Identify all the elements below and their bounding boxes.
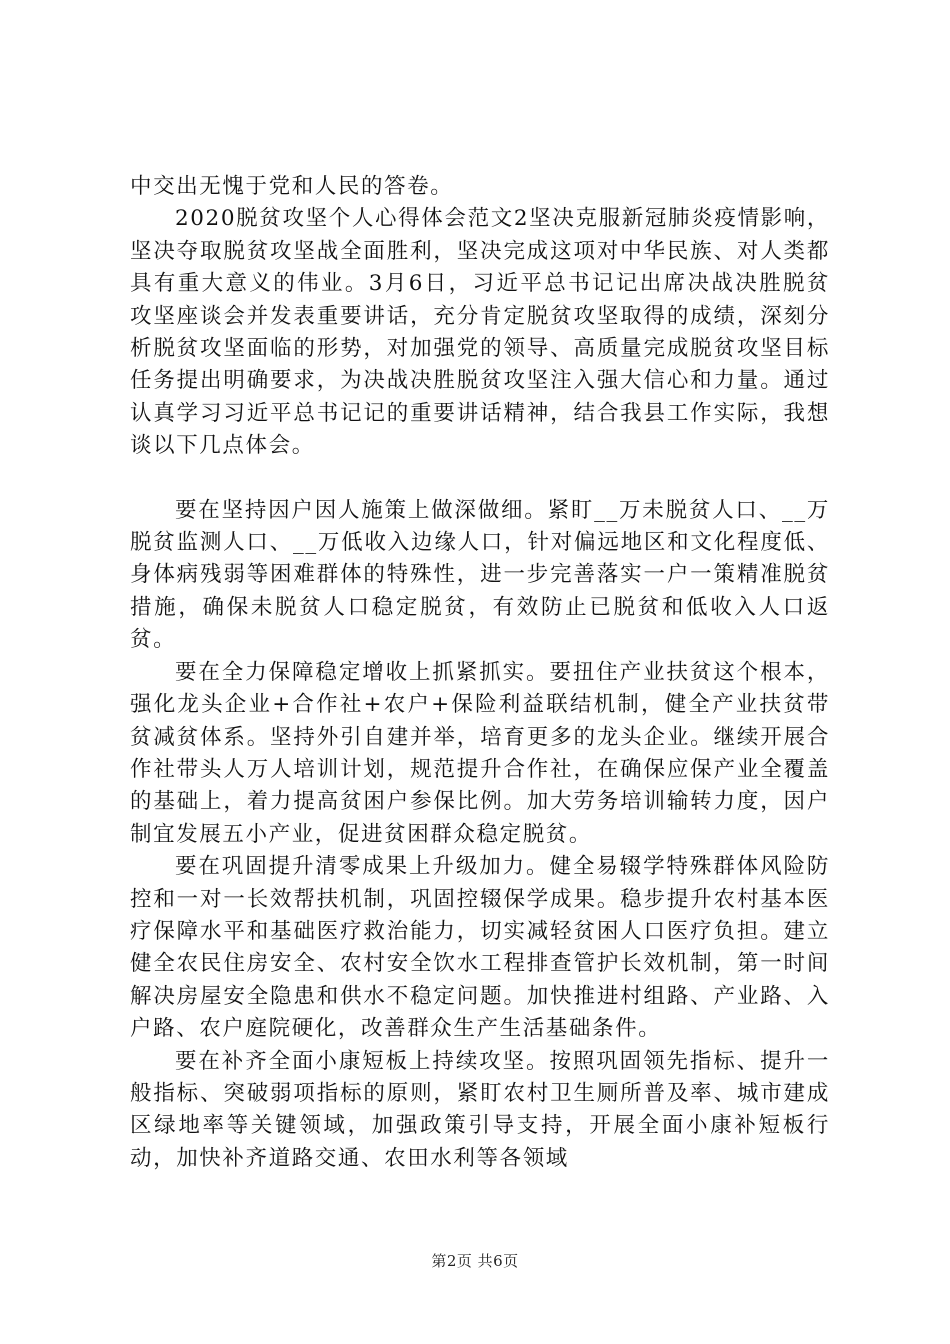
paragraph-point-4: 要在补齐全面小康短板上持续攻坚。按照巩固领先指标、提升一般指标、突破弱项指标的原则，紧盯农村卫生厕所普及率、城市建成区绿地率等关键领域，加强政策引导支持，开展全面小康补短板行动，加快补齐道路交通、农田水利等各领域 bbox=[130, 1048, 830, 1171]
paragraph-point-1: 要在坚持因户因人施策上做深做细。紧盯__万未脱贫人口、__万脱贫监测人口、__万低收入边缘人口，针对偏远地区和文化程度低、身体病残弱等困难群体的特殊性，进一步完善落实一户一策精准脱贫措施，确保未脱贫人口稳定脱贫，有效防止已脱贫和低收入人口返贫。 bbox=[130, 497, 830, 653]
paragraph-point-3: 要在巩固提升清零成果上升级加力。健全易辍学特殊群体风险防控和一对一长效帮扶机制，巩固控辍保学成果。稳步提升农村基本医疗保障水平和基础医疗救治能力，切实减轻贫困人口医疗负担。建立健全农民住房安全、农村安全饮水工程排查管护长效机制，第一时间解决房屋安全隐患和供水不稳定问题。加快推进村组路、产业路、入户路、农户庭院硬化，改善群众生产生活基础条件。 bbox=[130, 854, 830, 1042]
paragraph-point-2: 要在全力保障稳定增收上抓紧抓实。要扭住产业扶贫这个根本，强化龙头企业+合作社+农户+保险利益联结机制，健全产业扶贫带贫减贫体系。坚持外引自建并举，培育更多的龙头企业。继续开展合作社带头人万人培训计划，规范提升合作社，在确保应保产业全覆盖的基础上，着力提高贫困户参保比例。加大劳务培训输转力度，因户制宜发展五小产业，促进贫困群众稳定脱贫。 bbox=[130, 659, 830, 847]
paragraph-spacer bbox=[130, 463, 830, 495]
document-body bbox=[130, 171, 830, 1175]
paragraph-intro: 2020脱贫攻坚个人心得体会范文2坚决克服新冠肺炎疫情影响，坚决夺取脱贫攻坚战全面胜利，坚决完成这项对中华民族、对人类都具有重大意义的伟业。3月6日，习近平总书记记出席决战决胜脱贫攻坚座谈会并发表重要讲话，充分肯定脱贫攻坚取得的成绩，深刻分析脱贫攻坚面临的形势，对加强党的领导、高质量完成脱贫攻坚目标任务提出明确要求，为决战决胜脱贫攻坚注入强大信心和力量。通过认真学习习近平总书记记的重要讲话精神，结合我县工作实际，我想谈以下几点体会。 bbox=[130, 206, 830, 459]
page-number-footer: 第2页 共6页 bbox=[431, 1252, 519, 1270]
paragraph-continuation: 中交出无愧于党和人民的答卷。 bbox=[130, 174, 454, 199]
